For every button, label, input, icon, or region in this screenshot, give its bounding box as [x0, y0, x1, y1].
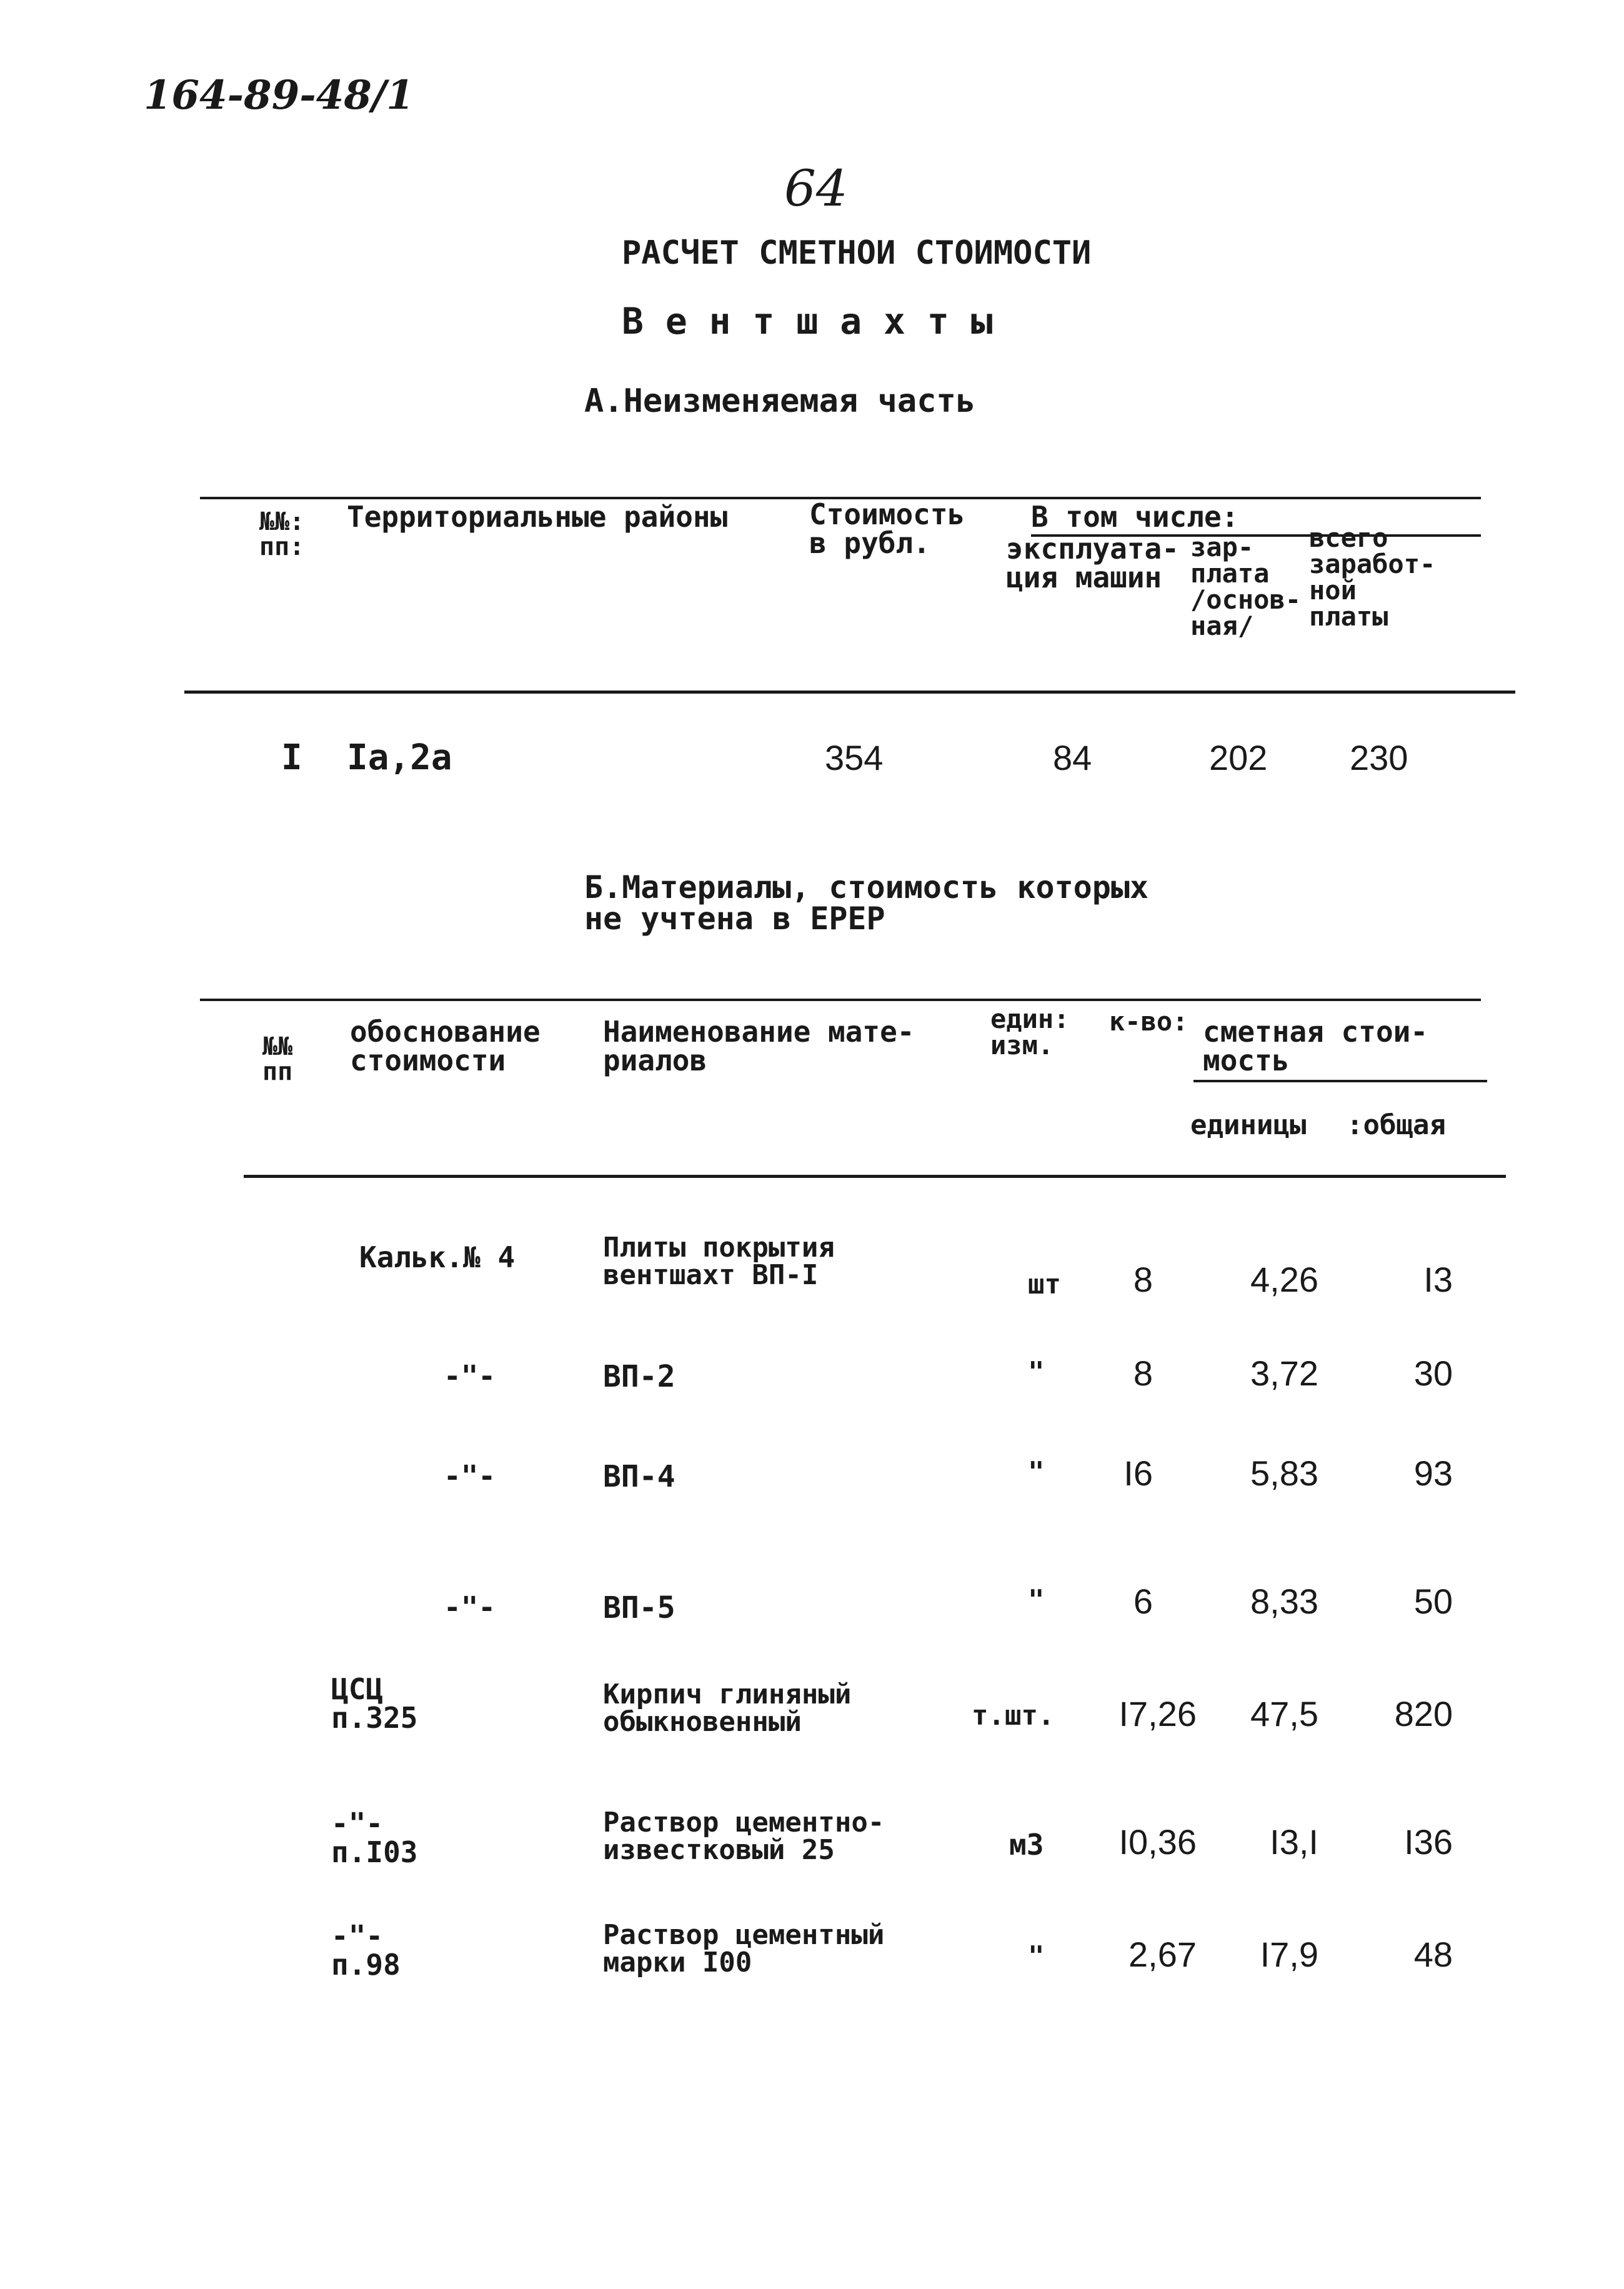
row-basis: -"- п.I03	[331, 1807, 418, 1869]
table-a-row-machines: 84	[1053, 738, 1092, 777]
row-unit-cost: 4,26	[1250, 1260, 1318, 1299]
section-a-title: А.Неизменяемая часть	[584, 382, 976, 420]
row-name: ВП-2	[603, 1359, 675, 1394]
table-a-header-machines: эксплуата- ция машин	[1006, 532, 1179, 594]
row-name: Кирпич глиняный обыкновенный	[603, 1678, 852, 1738]
section-b-title: Б.Материалы, стоимость которых не учтена в ЕРЕР	[584, 869, 1149, 937]
table-a-header-total-salary: всего заработ- ной платы	[1309, 522, 1436, 632]
document-title: РАСЧЕТ СМЕТНОИ СТОИМОСТИ	[622, 234, 1092, 272]
table-b-header-name: Наименование мате- риалов	[603, 1015, 915, 1077]
row-qty: 8	[1133, 1260, 1153, 1299]
document-subtitle: В е н т ш а х т ы	[622, 300, 993, 342]
row-qty: 8	[1133, 1354, 1153, 1393]
row-unit-cost: 8,33	[1250, 1582, 1318, 1621]
row-name: Раствор цементный марки I00	[603, 1919, 885, 1978]
row-qty: I7,26	[1118, 1694, 1197, 1733]
table-a-header-cost: Стоимость в рубл.	[809, 497, 965, 560]
row-total: 50	[1413, 1582, 1453, 1621]
table-b-header-total: :общая	[1347, 1109, 1446, 1141]
table-a-row-cost: 354	[825, 738, 884, 777]
table-b-top-rule	[200, 999, 1481, 1001]
table-b-header-unit-cost: единицы	[1190, 1109, 1307, 1141]
row-unit: т.шт.	[972, 1700, 1055, 1732]
row-qty: I0,36	[1118, 1822, 1197, 1862]
table-b-header-qty: к-во:	[1109, 1006, 1188, 1037]
row-total: 48	[1413, 1935, 1453, 1974]
table-a-row-territory: Iа,2а	[347, 737, 452, 778]
row-unit-cost: 3,72	[1250, 1354, 1318, 1393]
row-total: I3	[1423, 1260, 1453, 1299]
table-a-header-territory: Территориальные районы	[347, 500, 728, 534]
table-b-header-estimated-cost: сметная стои- мость	[1203, 1015, 1428, 1077]
table-a-header-num: №№: пп:	[259, 507, 305, 561]
row-basis: ЦСЦ п.325	[331, 1672, 418, 1735]
row-basis: -"-	[444, 1359, 496, 1393]
row-name: ВП-4	[603, 1459, 675, 1494]
row-unit: м3	[1009, 1828, 1044, 1862]
row-total: I36	[1404, 1822, 1453, 1862]
row-unit: "	[1028, 1356, 1045, 1388]
row-qty: 6	[1133, 1582, 1153, 1621]
row-qty: 2,67	[1128, 1935, 1197, 1974]
row-name: ВП-5	[603, 1590, 675, 1625]
row-unit: "	[1028, 1940, 1045, 1972]
row-qty: I6	[1123, 1454, 1153, 1493]
row-basis: Кальк.№ 4	[359, 1240, 516, 1274]
row-basis: -"-	[444, 1459, 496, 1493]
row-name: Раствор цементно- известковый 25	[603, 1807, 885, 1866]
row-unit: "	[1028, 1456, 1045, 1488]
table-a-row-num: I	[281, 737, 302, 778]
row-basis: -"-	[444, 1590, 496, 1624]
table-b-header-num: №№ пп	[262, 1032, 293, 1086]
table-b-header-total-text: общая	[1363, 1109, 1446, 1141]
row-total: 93	[1413, 1454, 1453, 1493]
row-unit: "	[1028, 1584, 1045, 1616]
row-unit-cost: 5,83	[1250, 1454, 1318, 1493]
table-a-header-including: В том числе:	[1031, 500, 1239, 534]
table-a-header-salary: зар- плата /основ- ная/	[1190, 532, 1302, 641]
row-unit: шт	[1028, 1269, 1061, 1300]
row-name: Плиты покрытия вентшахт ВП-I	[603, 1232, 835, 1291]
table-a-row-salary: 202	[1209, 738, 1268, 777]
row-basis: -"- п.98	[331, 1919, 401, 1982]
row-total: 30	[1413, 1354, 1453, 1393]
table-a-header-bottom-rule	[184, 691, 1515, 694]
row-total: 820	[1394, 1694, 1453, 1733]
row-unit-cost: 47,5	[1250, 1694, 1318, 1733]
page-number: 64	[784, 159, 848, 217]
table-b-header-bottom-rule	[244, 1175, 1506, 1178]
table-a-row-total-salary: 230	[1350, 738, 1408, 777]
table-b-header-unit: един: изм.	[990, 1004, 1070, 1060]
table-b-subheader-rule	[1193, 1080, 1487, 1082]
row-unit-cost: I7,9	[1260, 1935, 1318, 1974]
row-unit-cost: I3,I	[1270, 1822, 1318, 1862]
document-code: 164-89-48/1	[144, 72, 414, 119]
table-b-header-basis: обоснование стоимости	[350, 1015, 541, 1077]
